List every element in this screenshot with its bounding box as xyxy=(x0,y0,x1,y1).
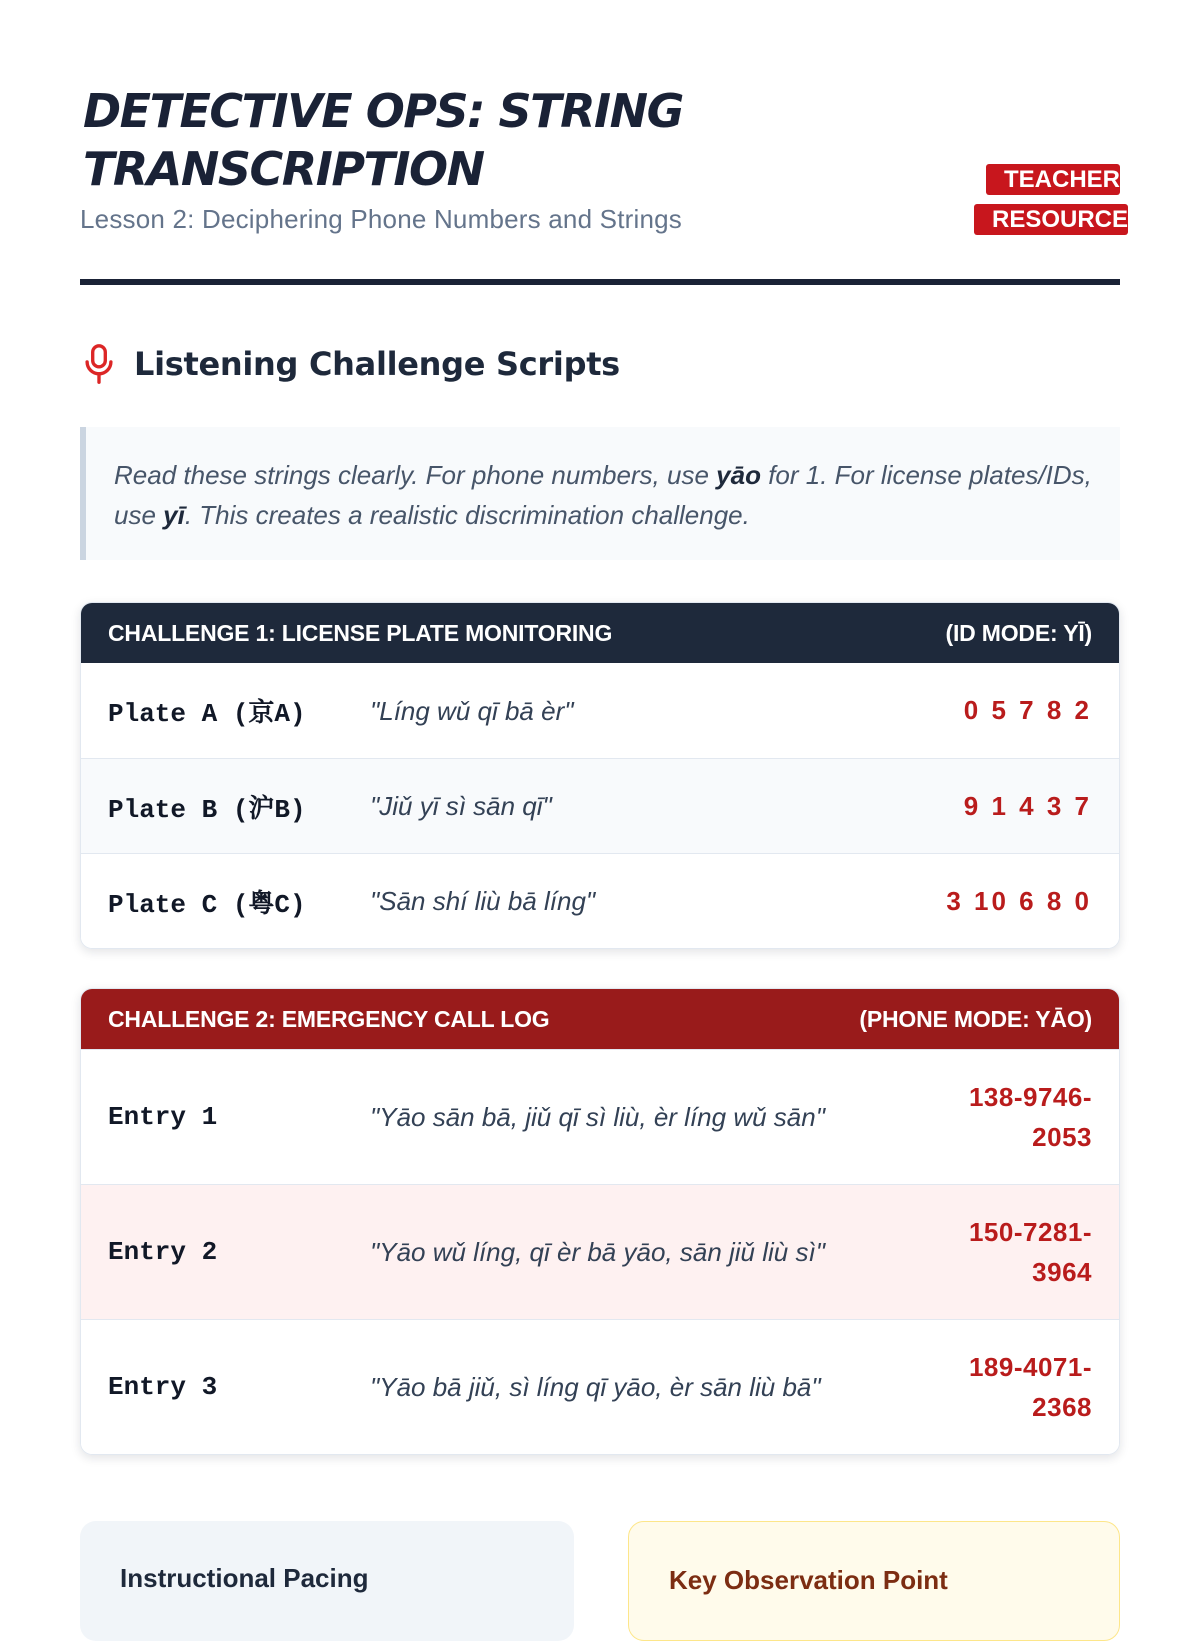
plate-script: "Líng wǔ qī bā èr" xyxy=(370,695,574,726)
entry-script: "Yāo sān bā, jiǔ qī sì liù, èr líng wǔ sān" xyxy=(370,1102,825,1132)
plate-row xyxy=(81,853,1119,948)
pacing-title: Instructional Pacing xyxy=(120,1563,369,1593)
plate-answer: 0 5 7 8 2 xyxy=(963,695,1092,725)
entry-label: Entry 1 xyxy=(108,1102,218,1132)
plate-label: Plate A (京A) xyxy=(108,699,306,729)
challenge-2-mode: (PHONE MODE: YĀO) xyxy=(859,1005,1092,1032)
entry-script: "Yāo wǔ líng, qī èr bā yāo, sān jiǔ liù sì" xyxy=(370,1237,825,1267)
challenge-1-rows xyxy=(81,663,1119,948)
instruction-note xyxy=(80,427,1120,560)
challenge-1-card xyxy=(80,602,1120,949)
plate-label: Plate B (沪B) xyxy=(108,794,306,825)
phone-mode-word: yāo xyxy=(716,460,761,490)
plate-script: "Jiǔ yī sì sān qī" xyxy=(370,791,552,821)
entry-label: Entry 3 xyxy=(108,1372,218,1402)
key-observation-box xyxy=(628,1521,1120,1641)
challenge-1-title: CHALLENGE 1: LICENSE PLATE MONITORING xyxy=(108,619,613,646)
plate-label: Plate C (粤C) xyxy=(108,889,306,920)
challenge-2-title: CHALLENGE 2: EMERGENCY CALL LOG xyxy=(108,1005,550,1032)
page-subtitle: Lesson 2: Deciphering Phone Numbers and Strings xyxy=(80,204,682,234)
plate-row xyxy=(81,663,1119,758)
id-mode-word: yī xyxy=(163,500,185,530)
header-divider xyxy=(80,279,1120,285)
plate-answer: 3 10 6 8 0 xyxy=(946,885,1092,916)
page-title: DETECTIVE OPS: STRING TRANSCRIPTION xyxy=(83,84,683,196)
challenge-1-mode: (ID MODE: YĪ) xyxy=(945,619,1092,646)
observation-title: Key Observation Point xyxy=(669,1565,948,1595)
entry-label: Entry 2 xyxy=(108,1237,218,1267)
microphone-icon xyxy=(82,343,116,385)
entry-script: "Yāo bā jiǔ, sì líng qī yāo, èr sān liù bā" xyxy=(370,1372,821,1402)
instruction-text-1: Read these strings clearly. For phone numbers, use xyxy=(114,460,717,490)
entry-answer: 138-9746-2053 xyxy=(968,1082,1092,1152)
badge-label: TEACHER RESOURCE xyxy=(974,164,1128,235)
worksheet-page xyxy=(80,0,1129,1595)
call-log-row xyxy=(81,1319,1119,1454)
section-heading xyxy=(80,340,620,388)
teacher-resource-badge xyxy=(974,160,1129,240)
call-log-row xyxy=(81,1049,1119,1184)
challenge-2-card xyxy=(80,988,1120,1455)
plate-answer: 9 1 4 3 7 xyxy=(963,790,1092,821)
entry-answer: 189-4071-2368 xyxy=(968,1352,1092,1422)
challenge-2-rows xyxy=(81,1049,1119,1454)
challenge-1-header xyxy=(81,603,1119,663)
instruction-text-2: for 1. For license plates/IDs, use xyxy=(114,460,1092,530)
entry-answer: 150-7281-3964 xyxy=(968,1217,1092,1287)
section-title: Listening Challenge Scripts xyxy=(134,345,620,383)
plate-row xyxy=(81,758,1119,853)
challenge-2-header xyxy=(81,989,1119,1049)
instruction-text-3: . This creates a realistic discrimination challenge. xyxy=(184,500,750,530)
call-log-row xyxy=(81,1184,1119,1319)
plate-script: "Sān shí liù bā líng" xyxy=(370,886,596,916)
instructional-pacing-box xyxy=(80,1521,574,1641)
page-header xyxy=(80,0,1129,287)
